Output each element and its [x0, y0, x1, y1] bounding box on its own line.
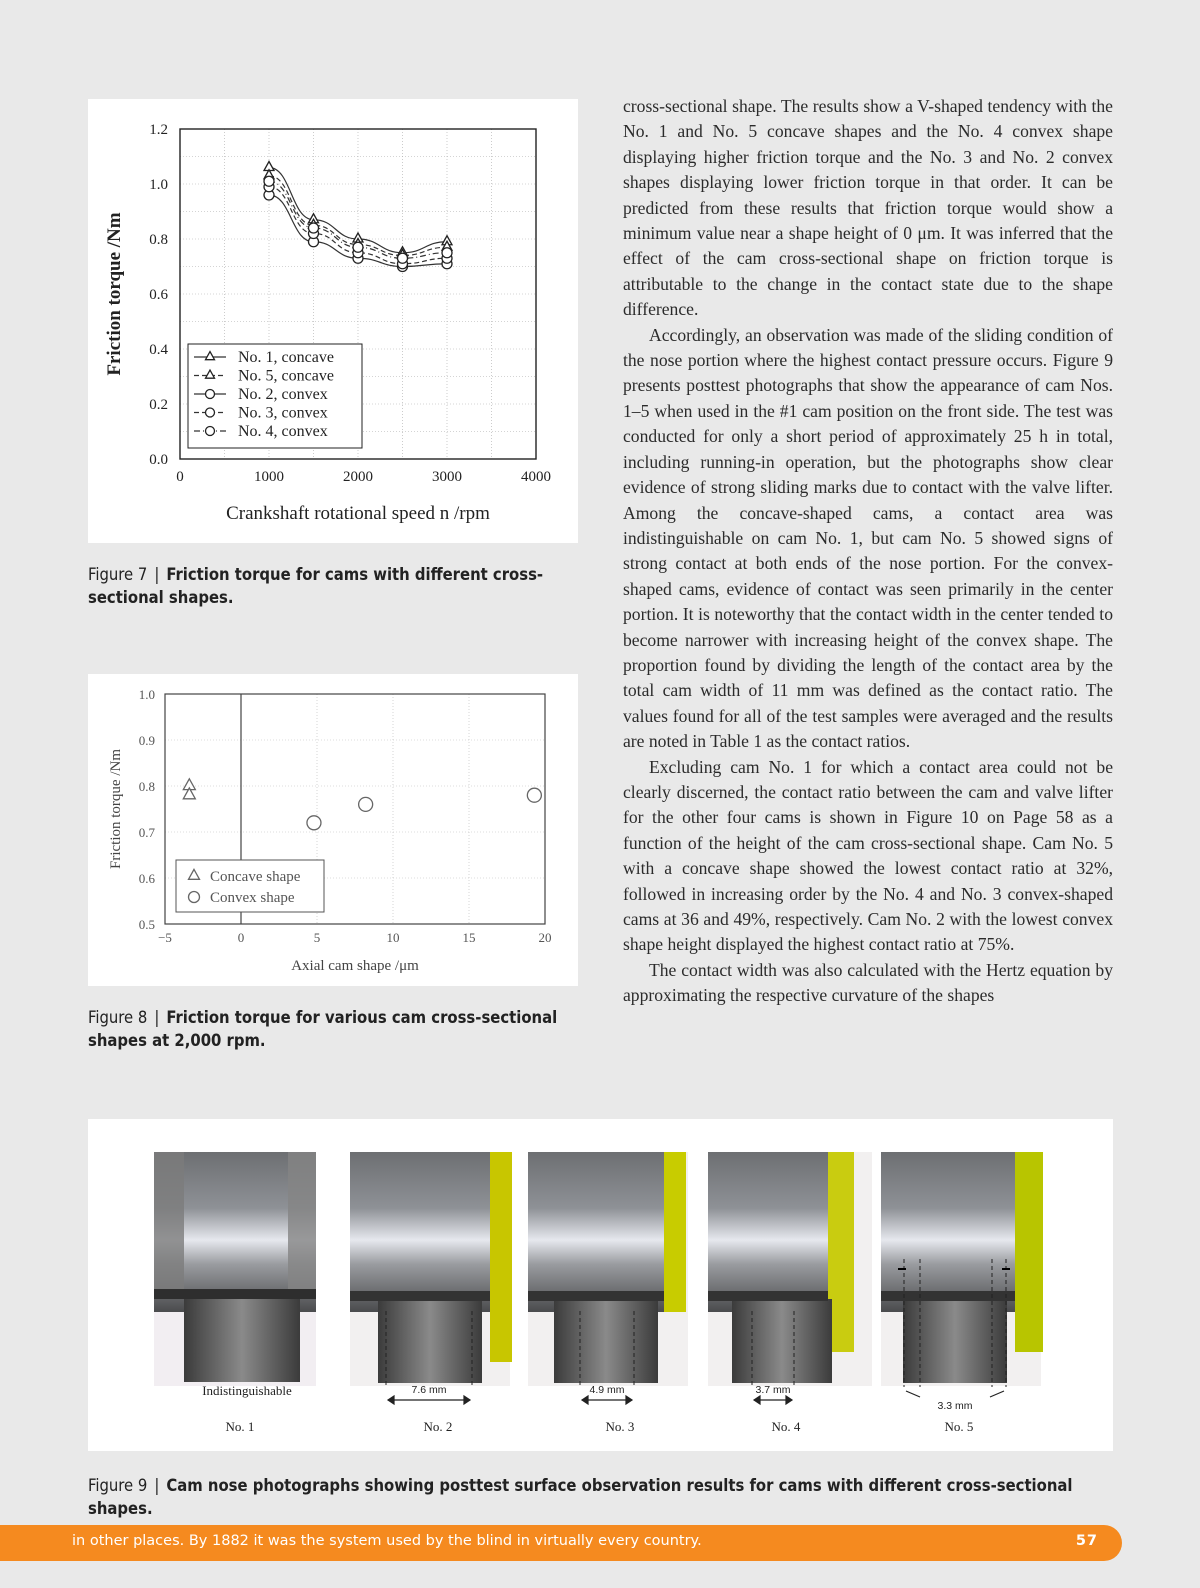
- footer-bar: [0, 1525, 1122, 1561]
- fig8-legend-label: Concave shape: [210, 869, 301, 885]
- fig7-xtick-label: 2000: [343, 469, 373, 485]
- figure-7-caption-text: Friction torque for cams with different cross-sectional shapes.: [88, 565, 544, 607]
- cam-photo-3: [528, 1152, 688, 1387]
- fig8-xtick-label: 20: [538, 930, 552, 945]
- fig7-xlabel: Crankshaft rotational speed n /rpm: [226, 503, 490, 524]
- figure-8-box: [88, 674, 578, 986]
- fig7-xtick-label: 4000: [521, 469, 551, 485]
- fig8-ytick-label: 0.7: [138, 825, 155, 840]
- fig8-point: [359, 797, 373, 811]
- figure-7-caption: Figure 7 | Friction torque for cams with different cross-sectional shapes.: [88, 565, 544, 607]
- fig7-ylabel: Friction torque /Nm: [104, 212, 125, 376]
- body-paragraph-2: Accordingly, an observation was made of the sliding condition of the nose portion where the highest contact pressure occurs. Figure 9 presents posttest photographs that show the appearance of cam Nos. 1–5 when used in the #1 cam position on the front side. The test was conducted for only a short period of approximately 25 h in total, including running-in operation, but the photographs show clear evidence of strong sliding marks due to contact with the valve lifter. Among the concave-shaped cams, a contact area was indistinguishable on cam No. 1, but cam No. 5 showed signs of strong contact at both ends of the nose portion. For the convex-shaped cams, evidence of contact was seen primarily in the center portion. It is noteworthy that the contact width in the center tended to become narrower with increasing height of the convex shape. The proportion found by dividing the length of the contact area by the total cam width of 11 mm was defined as the contact ratio. The values found for all of the test samples were averaged and the results are noted in Table 1 as the contact ratios.: [623, 324, 1113, 752]
- fig7-legend-marker: [206, 390, 215, 399]
- body-text: [623, 94, 1113, 1009]
- fig7-legend-label: No. 2, convex: [238, 386, 328, 403]
- photo-5-note: 3.3 mm: [937, 1400, 973, 1412]
- photo-2-note: 7.6 mm: [411, 1384, 447, 1396]
- fig7-ytick-label: 1.2: [149, 122, 168, 138]
- fig7-ytick-label: 0.4: [149, 342, 168, 358]
- fig7-point: [398, 253, 408, 263]
- fig8-legend-marker: [189, 892, 200, 903]
- fig7-legend-label: No. 3, convex: [238, 404, 328, 422]
- fig8-xtick-label: −5: [158, 930, 172, 945]
- fig8-ytick-label: 0.6: [138, 871, 155, 886]
- figure-9-box: [88, 1119, 1113, 1451]
- fig8-ytick-label: 0.9: [138, 733, 155, 748]
- fig8-ytick-label: 1.0: [138, 687, 155, 702]
- fig8-xtick-label: 15: [462, 930, 476, 945]
- photo-3-note: 4.9 mm: [589, 1384, 625, 1396]
- fig7-ytick-label: 1.0: [149, 177, 168, 193]
- fig7-ytick-label: 0.0: [149, 452, 168, 468]
- photo-2-name: No. 2: [423, 1419, 453, 1434]
- photo-1-note: Indistinguishable: [202, 1383, 292, 1398]
- fig7-xtick-label: 3000: [432, 469, 462, 485]
- cam-photo-2: [350, 1152, 512, 1387]
- figure-8-label: Figure 8: [88, 1008, 148, 1027]
- fig7-ytick-label: 0.2: [149, 397, 168, 413]
- body-paragraph-1: cross-sectional shape. The results show a V-shaped tendency with the No. 1 and No. 5 concave shapes and the No. 4 convex shape displaying higher friction torque and the No. 3 and No. 2 convex shapes displaying lower friction torque in that order. It can be predicted from these results that friction torque would show a minimum value near a shape height of 0 μm. It was inferred that the effect of the cam cross-sectional shape on friction torque is attributable to the change in the contact state due to the shape difference.: [623, 96, 1113, 320]
- page-number: 57: [1075, 1533, 1098, 1549]
- figure-7-box: [88, 99, 578, 543]
- photo-4-note: 3.7 mm: [755, 1384, 791, 1396]
- fig8-ytick-label: 0.5: [138, 917, 155, 932]
- fig7-point: [353, 242, 363, 252]
- fig8-ytick-label: 0.8: [138, 779, 155, 794]
- photo-3-name: No. 3: [605, 1419, 635, 1434]
- figure-8-chart: [88, 674, 578, 986]
- fig8-legend-label: Convex shape: [210, 890, 295, 906]
- dimension-arrows: [388, 1391, 1004, 1404]
- cam-photo-4: [708, 1152, 872, 1387]
- fig8-point: [307, 816, 321, 830]
- figure-9-caption: Figure 9 | Cam nose photographs showing posttest surface observation results for cams with different cross-sectional shapes.: [88, 1476, 1073, 1518]
- photo-1-name: No. 1: [225, 1419, 255, 1434]
- body-paragraph-3: Excluding cam No. 1 for which a contact area could not be clearly discerned, the contact ratio between the cam and valve lifter for the other four cams is shown in Figure 10 on Page 58 as a function of the height of the cam cross-sectional shape. Cam No. 5 with a concave shape showed the lowest contact ratio at 32%, followed in increasing order by the No. 4 and No. 3 convex-shaped cams at 36 and 49%, respectively. Cam No. 2 with the lowest convex shape height displayed the highest contact ratio at 75%.: [623, 756, 1113, 955]
- figure-7-chart: [88, 99, 578, 543]
- figure-8-caption-text: Friction torque for various cam cross-sectional shapes at 2,000 rpm.: [88, 1008, 558, 1050]
- fig7-legend-marker: [206, 427, 215, 436]
- fig7-xtick-label: 1000: [254, 469, 284, 485]
- cam-photo-1: [154, 1152, 316, 1386]
- fig7-ytick-label: 0.6: [149, 287, 168, 303]
- fig7-legend-label: No. 5, concave: [238, 367, 334, 385]
- photo-5-name: No. 5: [944, 1419, 974, 1434]
- fig8-xtick-label: 0: [237, 930, 245, 945]
- fig7-legend: [188, 344, 362, 448]
- fig7-point: [264, 176, 274, 186]
- figure-7-label: Figure 7: [88, 565, 148, 584]
- fig7-point: [309, 223, 319, 233]
- fig8-xlabel: Axial cam shape /μm: [291, 958, 419, 974]
- fig7-legend-marker: [206, 408, 215, 417]
- fig8-legend: [176, 860, 324, 912]
- photo-4-name: No. 4: [771, 1419, 801, 1434]
- body-paragraph-4: The contact width was also calculated with the Hertz equation by approximating the respective curvature of the shapes: [623, 959, 1113, 1006]
- figure-8-caption: Figure 8 | Friction torque for various cam cross-sectional shapes at 2,000 rpm.: [88, 1008, 558, 1050]
- fig7-ytick-label: 0.8: [149, 232, 168, 248]
- figure-9-label: Figure 9: [88, 1476, 148, 1495]
- fig7-point: [442, 248, 452, 258]
- figure-9-photos: [88, 1119, 1113, 1451]
- fig8-ylabel: Friction torque /Nm: [108, 749, 124, 869]
- fig7-legend-label: No. 4, convex: [238, 423, 328, 440]
- cam-photo-5: [881, 1152, 1043, 1387]
- fig7-legend-label: No. 1, concave: [238, 349, 334, 366]
- fig8-point: [527, 788, 541, 802]
- fig8-xtick-label: 5: [313, 930, 321, 945]
- fig8-xtick-label: 10: [386, 930, 400, 945]
- footer-text: in other places. By 1882 it was the system used by the blind in virtually every country.: [72, 1533, 702, 1549]
- fig7-xtick-label: 0: [176, 469, 184, 485]
- figure-9-caption-text: Cam nose photographs showing posttest surface observation results for cams with different cross-sectional shapes.: [88, 1476, 1073, 1518]
